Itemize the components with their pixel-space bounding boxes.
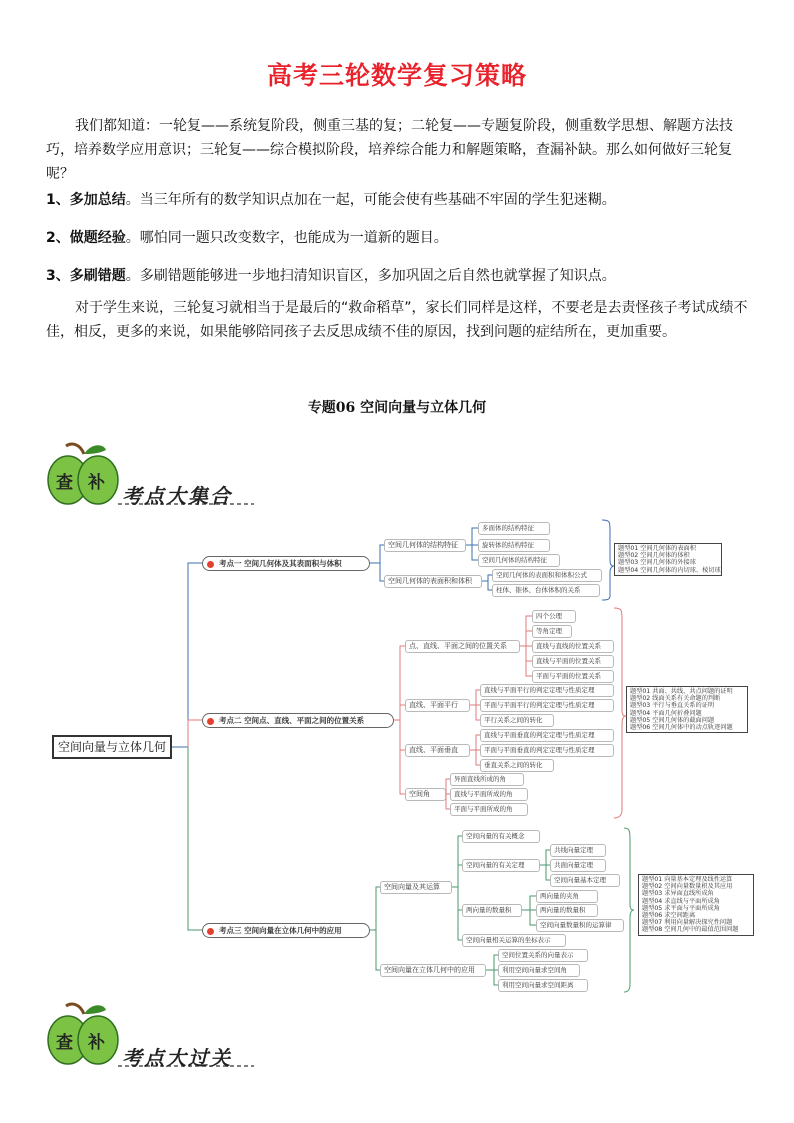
topic-3-item: 空间向量基本定理 <box>550 874 620 887</box>
bullet-icon <box>207 928 214 935</box>
section-subtitle: 专题06 空间向量与立体几何 <box>307 400 487 416</box>
topic-2-item: 平面与平面所成的角 <box>450 803 528 816</box>
topic-3-node <box>202 923 370 938</box>
tip-2-head: 做题经验 <box>69 230 126 246</box>
summary-line: 题型03 求异面直线所成角 <box>642 890 714 898</box>
topic-3-item: 两向量的数量积 <box>536 904 598 917</box>
topic-1-sub-1: 空间几何体的结构特征 <box>384 539 466 552</box>
topic-2-item: 直线与平面的位置关系 <box>532 655 614 668</box>
topic-2-item: 垂直关系之间的转化 <box>480 759 554 772</box>
tip-3-text: 。多刷错题能够进一步地扫清知识盲区，多加巩固之后自然也就掌握了知识点。 <box>125 268 616 284</box>
topic-1-node <box>202 556 370 571</box>
topic-1-item: 柱体、锥体、台体体积的关系 <box>492 584 600 597</box>
topic-2-item: 异面直线所成的角 <box>450 773 524 786</box>
topic-2-item: 平面与平面平行的判定定理与性质定理 <box>480 699 614 712</box>
summary-line: 题型01 空间几何体的表面积 <box>618 545 696 552</box>
summary-line: 题型05 求平面与平面所成角 <box>642 904 720 912</box>
summary-line: 题型07 利用向量解决探究性问题 <box>642 919 733 927</box>
tip-1-head: 多加总结 <box>69 192 126 208</box>
summary-line: 题型08 空间几何中的最值范围问题 <box>642 926 739 934</box>
summary-line: 题型04 空间几何体的内切球、棱切球 <box>618 566 721 574</box>
topic-2-item: 直线与平面所成的角 <box>450 788 528 801</box>
topic-2-sub-3: 直线、平面垂直 <box>405 744 470 757</box>
topic-2-item: 直线与直线的位置关系 <box>532 640 614 653</box>
topic-2-item: 直线与平面垂直的判定定理与性质定理 <box>480 729 614 742</box>
topic-1-item: 空间几何体的结构特征 <box>478 554 560 567</box>
topic-2-label: 考点二 空间点、直线、平面之间的位置关系 <box>219 716 365 725</box>
topic-3-item: 利用空间向量求空间距离 <box>498 979 588 992</box>
topic-3-item: 共线向量定理 <box>550 844 606 857</box>
tip-2-num: 2、 <box>46 230 70 246</box>
summary-line: 题型02 空间向量数量积及其应用 <box>642 883 733 891</box>
logo-2-text: 考点大过关 <box>122 1046 232 1070</box>
summary-line: 题型04 求直线与平面所成角 <box>642 897 720 905</box>
summary-line: 题型01 共面、共线、共点问题的证明 <box>630 688 733 695</box>
topic-2-node <box>202 713 394 728</box>
topic-3-sub-1: 空间向量及其运算 <box>380 881 452 894</box>
summary-line: 题型04 平面几何折叠问题 <box>630 709 702 717</box>
intro-paragraph: 我们都知道：一轮复——系统复阶段，侧重三基的复；二轮复——专题复阶段，侧重数学思想、解题方法技巧，培养数学应用意识；三轮复——综合模拟阶段，培养综合能力和解题策略，查漏补缺。那么如何做好三轮复呢？ <box>46 118 733 182</box>
topic-1-sub-2: 空间几何体的表面积和体积 <box>384 575 482 588</box>
topic-3-item: 利用空间向量求空间角 <box>498 964 580 977</box>
tip-1-num: 1、 <box>46 192 70 208</box>
topic-3-summary <box>638 874 754 936</box>
mindmap-root: 空间向量与立体几何 <box>52 735 172 759</box>
tip-3-num: 3、 <box>46 268 70 284</box>
tip-2-text: 。哪怕同一题只改变数字，也能成为一道新的题目。 <box>125 230 448 246</box>
closing-paragraph: 对于学生来说，三轮复习就相当于是最后的“救命稻草”，家长们同样是这样，不要老是去责怪孩子考试成绩不佳，相反，更多的来说，如果能够陪同孩子去反思成绩不佳的原因，找到问题的症结所在，更加重要。 <box>46 300 748 340</box>
topic-3-sub-2: 空间向量在立体几何中的应用 <box>380 964 486 977</box>
topic-2-item: 直线与平面平行的判定定理与性质定理 <box>480 684 614 697</box>
topic-1-item: 旋转体的结构特征 <box>478 539 550 552</box>
topic-3-child: 两向量的数量积 <box>462 904 522 917</box>
summary-line: 题型02 空间几何体的体积 <box>618 552 690 560</box>
summary-line: 题型03 空间几何体的外接球 <box>618 559 696 567</box>
topic-2-item: 等角定理 <box>532 625 572 638</box>
tip-1-text: 。当三年所有的数学知识点加在一起，可能会使有些基础不牢固的学生犯迷糊。 <box>125 192 616 208</box>
topic-2-sub-1: 点、直线、平面之间的位置关系 <box>405 640 520 653</box>
topic-1-summary <box>614 543 722 576</box>
topic-3-item: 空间向量数量积的运算律 <box>536 919 624 932</box>
topic-1-item: 多面体的结构特征 <box>478 522 550 535</box>
logo-2-badge-right: 补 <box>88 1033 105 1053</box>
topic-2-sub-4: 空间角 <box>405 788 446 801</box>
topic-3-item: 共面向量定理 <box>550 859 606 872</box>
summary-line: 题型06 求空间距离 <box>642 912 696 920</box>
topic-3-item: 两向量的夹角 <box>536 890 598 903</box>
topic-3-label: 考点三 空间向量在立体几何中的应用 <box>219 926 342 935</box>
summary-line: 题型01 向量基本定理及线性运算 <box>642 876 733 883</box>
topic-2-item: 平面与平面的位置关系 <box>532 670 614 683</box>
page-title: 高考三轮数学复习策略 <box>266 61 527 90</box>
logo-2 <box>44 1000 274 1072</box>
logo-1-badge-right: 补 <box>88 473 105 493</box>
topic-2-sub-2: 直线、平面平行 <box>405 699 470 712</box>
topic-1-item: 空间几何体的表面积和体积公式 <box>492 569 602 582</box>
topic-2-item: 平行关系之间的转化 <box>480 714 554 727</box>
topic-1-label: 考点一 空间几何体及其表面积与体积 <box>219 559 342 568</box>
bullet-icon <box>207 718 214 725</box>
tip-3-head: 多刷错题 <box>69 268 126 284</box>
logo-1-badge-left: 查 <box>56 473 73 493</box>
summary-line: 题型02 线面关系有关命题的判断 <box>630 695 721 703</box>
logo-1-text: 考点大集合 <box>122 484 232 508</box>
topic-3-child: 空间向量的有关概念 <box>462 830 540 843</box>
bullet-icon <box>207 561 214 568</box>
logo-2-badge-left: 查 <box>56 1033 73 1053</box>
topic-3-child: 空间向量相关运算的坐标表示 <box>462 934 566 947</box>
summary-line: 题型05 空间几何体的截面问题 <box>630 716 715 724</box>
summary-line: 题型03 平行与垂直关系的证明 <box>630 702 715 710</box>
topic-2-item: 四个公理 <box>532 610 576 623</box>
summary-line: 题型06 空间几何体中的动点轨迹问题 <box>630 724 733 732</box>
topic-3-item: 空间位置关系的向量表示 <box>498 949 588 962</box>
topic-3-child: 空间向量的有关定理 <box>462 859 540 872</box>
topic-2-item: 平面与平面垂直的判定定理与性质定理 <box>480 744 614 757</box>
topic-2-summary <box>626 686 748 733</box>
